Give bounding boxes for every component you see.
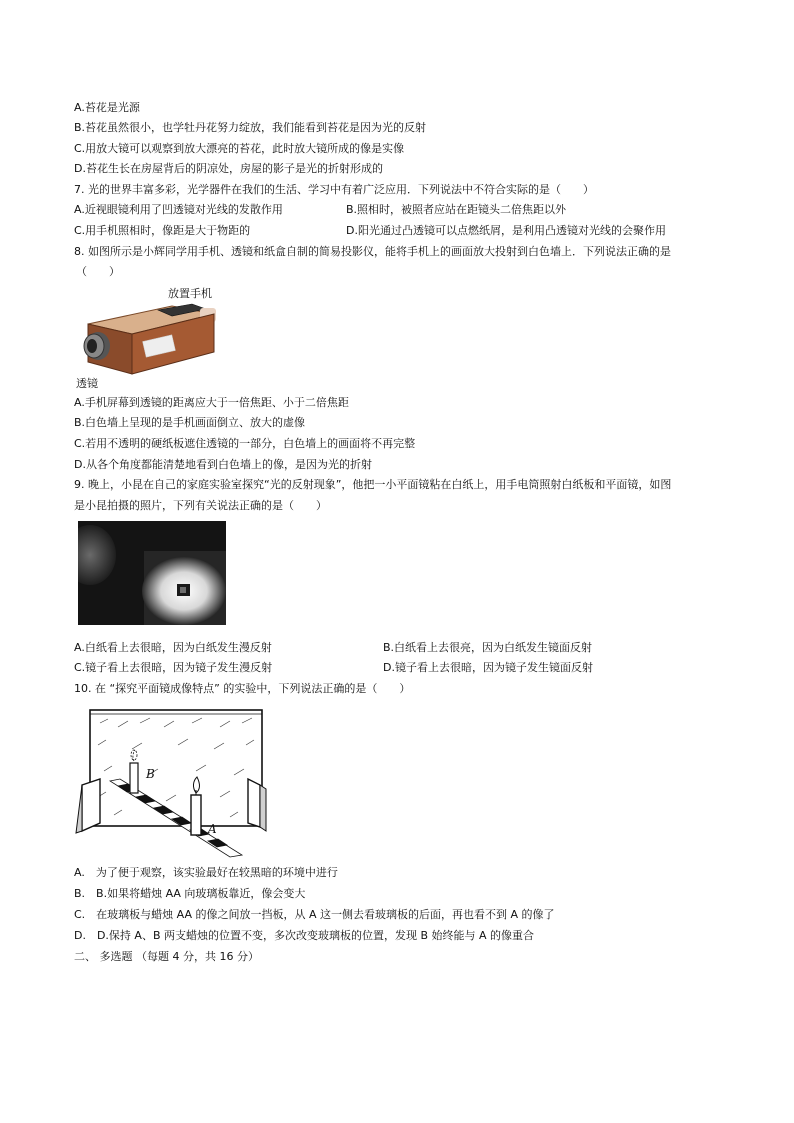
q6-option-c: C.用放大镜可以观察到放大漂亮的苔花，此时放大镜所成的像是实像 — [74, 142, 405, 155]
q6-option-b: B.苔花虽然很小，也学牡丹花努力绽放，我们能看到苔花是因为光的反射 — [74, 121, 427, 134]
q7-option-a: A.近视眼镜利用了凹透镜对光线的发散作用 — [74, 203, 283, 216]
q9-option-b: B.白纸看上去很亮，因为白纸发生镜面反射 — [383, 641, 593, 654]
q8-option-b: B.白色墙上呈现的是手机画面倒立、放大的虚像 — [74, 416, 306, 429]
q8-option-c: C.若用不透明的硬纸板遮住透镜的一部分，白色墙上的画面将不再完整 — [74, 437, 416, 450]
q10-option-b: B. B.如果将蜡烛 AA 向玻璃板靠近，像会变大 — [74, 887, 306, 900]
q9-option-a: A.白纸看上去很暗，因为白纸发生漫反射 — [74, 641, 272, 654]
projector-figure — [74, 300, 222, 378]
q10-stem: 10. 在 “探究平面镜成像特点” 的实验中，下列说法正确的是（ ） — [74, 682, 411, 695]
q7-option-d: D.阳光通过凸透镜可以点燃纸屑，是利用凸透镜对光线的会聚作用 — [346, 224, 666, 237]
q9-option-d: D.镜子看上去很暗，因为镜子发生镜面反射 — [383, 661, 593, 674]
q8-option-a: A.手机屏幕到透镜的距离应大于一倍焦距、小于二倍焦距 — [74, 396, 349, 409]
projector-label-phone: 放置手机 — [168, 287, 212, 300]
section-2-heading: 二、 多选题 （每题 4 分，共 16 分） — [74, 950, 259, 963]
q7-stem: 7. 光的世界丰富多彩，光学器件在我们的生活、学习中有着广泛应用．下列说法中不符合实际的是（ ） — [74, 183, 594, 196]
q9-stem-cont: 是小昆拍摄的照片，下列有关说法正确的是（ ） — [74, 499, 327, 512]
q8-stem-blank: （ ） — [76, 265, 120, 278]
candle-b-label: B — [146, 767, 155, 781]
q10-option-d: D. D.保持 A、B 两支蜡烛的位置不变，多次改变玻璃板的位置，发现 B 始终能与 A 的像重合 — [74, 929, 535, 942]
q8-option-d: D.从各个角度都能清楚地看到白色墙上的像，是因为光的折射 — [74, 458, 372, 471]
q10-option-a: A. 为了便于观察，该实验最好在较黑暗的环境中进行 — [74, 866, 338, 879]
q6-option-a: A.苔花是光源 — [74, 101, 140, 114]
q6-option-d: D.苔花生长在房屋背后的阴凉处，房屋的影子是光的折射形成的 — [74, 162, 383, 175]
q7-option-b: B.照相时，被照者应站在距镜头二倍焦距以外 — [346, 203, 567, 216]
q7-option-c: C.用手机照相时，像距是大于物距的 — [74, 224, 251, 237]
candle-a-label: A — [208, 822, 217, 836]
q9-stem: 9. 晚上，小昆在自己的家庭实验室探究“光的反射现象”，他把一小平面镜粘在白纸上，用手电筒照射白纸板和平面镜，如图 — [74, 478, 672, 491]
projector-label-lens: 透镜 — [76, 377, 98, 390]
plane-mirror-figure — [74, 705, 270, 863]
q9-option-c: C.镜子看上去很暗，因为镜子发生漫反射 — [74, 661, 273, 674]
q10-option-c: C. 在玻璃板与蜡烛 AA 的像之间放一挡板，从 A 这一侧去看玻璃板的后面，再也看不到 A 的像了 — [74, 908, 555, 921]
q8-stem: 8. 如图所示是小辉同学用手机、透镜和纸盒自制的简易投影仪，能将手机上的画面放大投射到白色墙上．下列说法正确的是 — [74, 245, 671, 258]
reflection-photo — [78, 521, 226, 625]
